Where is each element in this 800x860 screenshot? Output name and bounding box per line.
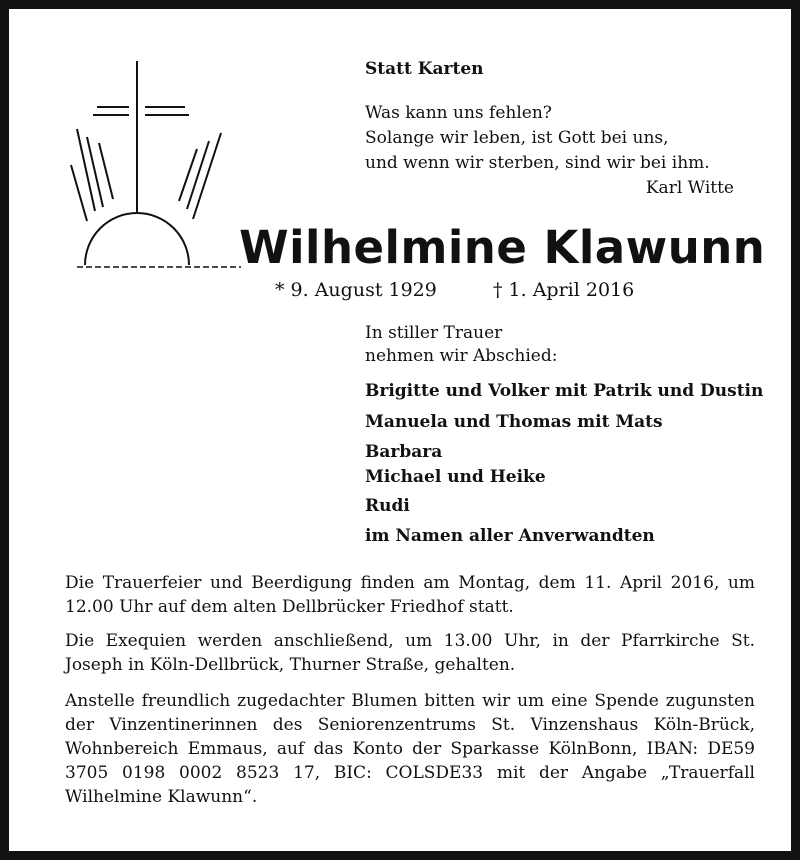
deceased-name: Wilhelmine Klawunn bbox=[239, 221, 766, 274]
family-member: Rudi bbox=[365, 496, 410, 516]
death-date: † 1. April 2016 bbox=[493, 279, 635, 301]
mourning-intro bbox=[365, 322, 557, 368]
header-statt-karten: Statt Karten bbox=[365, 59, 484, 79]
cross-rising-sun-icon bbox=[69, 61, 249, 273]
donation-info-paragraph: Anstelle freundlich zugedachter Blumen bitten wir um eine Spende zugunsten der Vinzentinerinnen des Seniorenzentrums St. Vinzenshaus Köln-Brück, Wohnbereich Emmaus, auf das Konto der Sparkasse KölnBonn, IBAN: DE59 3705 0198 0002 8523 17, BIC: COLSDE33 mit der Angabe „Trauerfall Wilhelmine Klawunn“. bbox=[65, 691, 755, 807]
poem bbox=[365, 101, 710, 176]
mourning-intro-line: In stiller Trauer bbox=[365, 323, 503, 343]
family-member: im Namen aller Anverwandten bbox=[365, 526, 655, 546]
poem-author: Karl Witte bbox=[645, 178, 734, 198]
birth-date: * 9. August 1929 bbox=[275, 279, 437, 301]
family-member: Michael und Heike bbox=[365, 467, 546, 487]
family-member: Manuela und Thomas mit Mats bbox=[365, 412, 663, 432]
exequies-info-paragraph: Die Exequien werden anschließend, um 13.00 Uhr, in der Pfarrkirche St. Joseph in Köln-Dellbrück, Thurner Straße, gehalten. bbox=[65, 631, 755, 675]
poem-line: Solange wir leben, ist Gott bei uns, bbox=[365, 128, 669, 148]
funeral-info-paragraph: Die Trauerfeier und Beerdigung finden am Montag, dem 11. April 2016, um 12.00 Uhr auf dem alten Dellbrücker Friedhof statt. bbox=[65, 573, 755, 617]
family-member: Barbara bbox=[365, 442, 443, 462]
poem-line: und wenn wir sterben, sind wir bei ihm. bbox=[365, 153, 710, 173]
family-member: Brigitte und Volker mit Patrik und Dustin bbox=[365, 381, 764, 401]
mourning-intro-line: nehmen wir Abschied: bbox=[365, 346, 558, 366]
poem-line: Was kann uns fehlen? bbox=[365, 103, 552, 123]
